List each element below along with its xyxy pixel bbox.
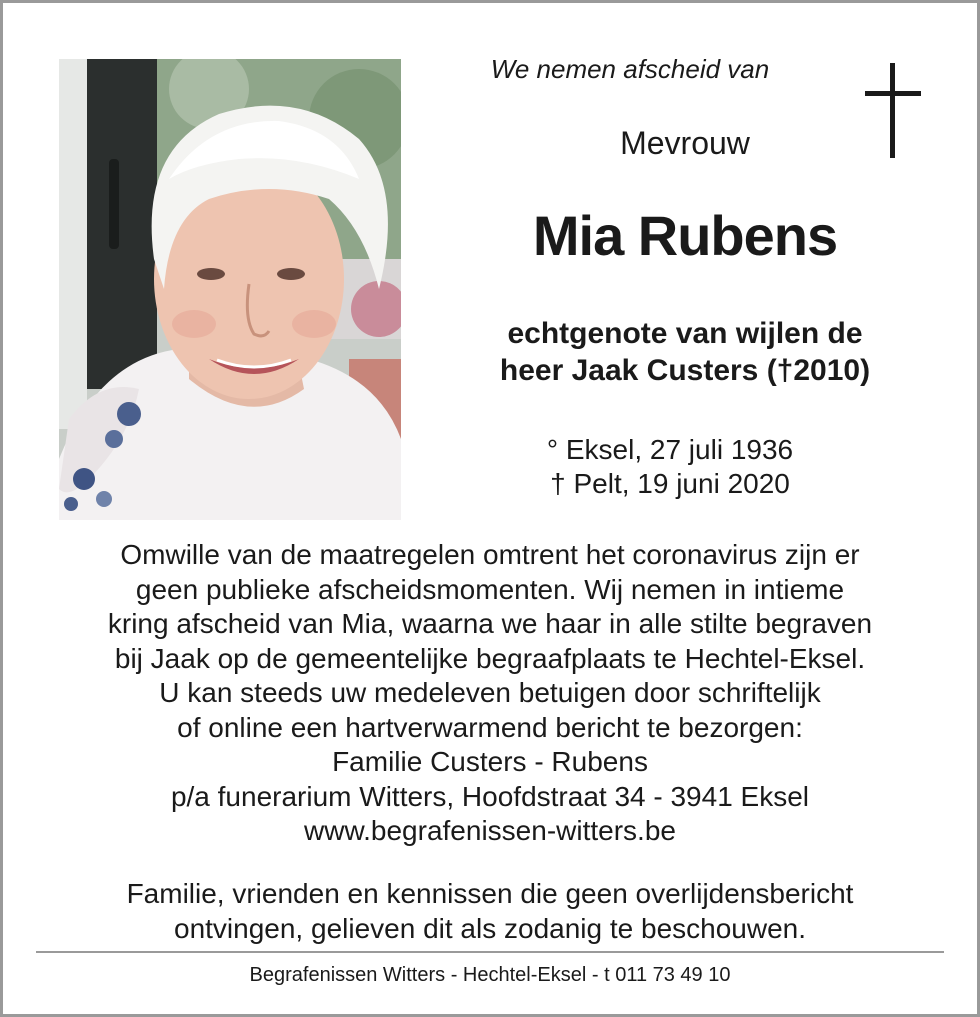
- life-dates: [470, 433, 870, 501]
- body-line: Omwille van de maatregelen omtrent het coronavirus zijn er: [120, 539, 860, 570]
- closing-text: [40, 876, 940, 946]
- closing-line: ontvingen, gelieven dit als zodanig te beschouwen.: [174, 913, 806, 944]
- website-link[interactable]: www.begrafenissen-witters.be: [304, 815, 676, 846]
- spouse-info: [425, 315, 945, 389]
- body-line: of online een hartverwarmend bericht te bezorgen:: [177, 711, 803, 743]
- body-line: kring afscheid van Mia, waarna we haar in alle stilte begraven: [107, 608, 873, 639]
- deceased-name: Mia Rubens: [532, 204, 838, 267]
- closing-line: Familie, vrienden en kennissen die geen overlijdensbericht: [126, 878, 854, 909]
- address-line: p/a funerarium Witters, Hoofdstraat 34 - 3941 Eksel: [170, 780, 810, 812]
- honorific: Mevrouw: [620, 125, 750, 161]
- portrait-photo: [59, 59, 401, 520]
- funeral-home-footer: Begrafenissen Witters - Hechtel-Eksel - t 011 73 49 10: [249, 964, 731, 986]
- spouse-line: heer Jaak Custers (†2010): [499, 354, 871, 387]
- birth-date: ° Eksel, 27 juli 1936: [546, 434, 794, 465]
- intro-text: We nemen afscheid van: [490, 54, 770, 84]
- death-date: † Pelt, 19 juni 2020: [550, 468, 790, 499]
- family-name-line: Familie Custers - Rubens: [332, 746, 648, 777]
- announcement-body: [40, 538, 940, 849]
- body-line: U kan steeds uw medeleven betuigen door schriftelijk: [159, 677, 821, 708]
- body-line: bij Jaak op de gemeentelijke begraafplaats te Hechtel-Eksel.: [114, 642, 866, 674]
- body-line: geen publieke afscheidsmomenten. Wij nemen in intieme: [135, 573, 845, 605]
- divider: [36, 951, 944, 953]
- spouse-line: echtgenote van wijlen de: [507, 317, 863, 350]
